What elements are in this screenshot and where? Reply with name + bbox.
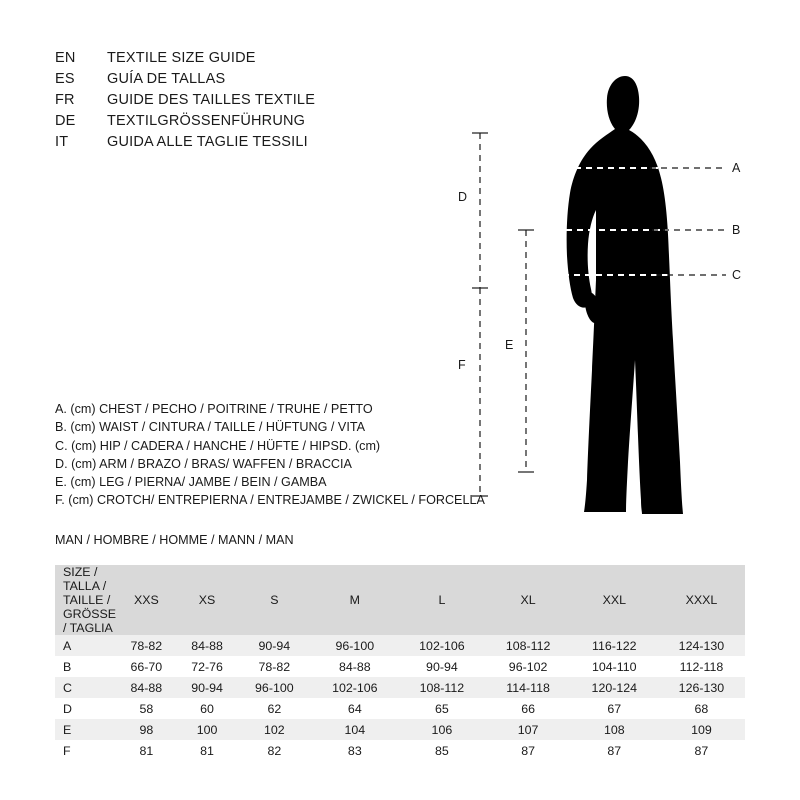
header-col-m: M	[311, 565, 398, 635]
title-lang-it: IT	[55, 134, 69, 150]
table-row	[55, 740, 745, 761]
table-header-row	[55, 565, 745, 635]
cell-d-l: 65	[435, 701, 449, 716]
size-table-wrapper	[55, 565, 745, 761]
size-table-head	[55, 565, 745, 635]
cell-b-l: 90-94	[426, 659, 458, 674]
table-row	[55, 656, 745, 677]
cell-f-xl: 87	[521, 743, 535, 758]
cell-a-s: 90-94	[258, 638, 291, 653]
cell-c-xs: 90-94	[191, 680, 223, 695]
cell-e-s: 102	[263, 722, 285, 737]
figure-label-c: C	[732, 268, 742, 282]
cell-d-xl: 66	[521, 701, 535, 716]
figure-label-d: D	[458, 190, 468, 204]
legend-item-c: C. (cm) HIP / CADERA / HANCHE / HÜFTE / HIPSD. (cm)	[55, 438, 381, 453]
cell-c-xl: 114-118	[506, 680, 550, 695]
header-col-xs: XS	[177, 565, 238, 635]
silhouette-figure	[430, 30, 770, 550]
header-col-xxxl: XXXL	[658, 565, 745, 635]
legend-item-f: F. (cm) CROTCH/ ENTREPIERNA / ENTREJAMBE / ZWICKEL / FORCELLA	[55, 493, 485, 508]
size-table-body	[55, 635, 745, 761]
silhouette-svg	[430, 30, 770, 550]
table-row	[55, 698, 745, 719]
cell-d-xs: 60	[200, 701, 214, 716]
table-row	[55, 719, 745, 740]
figure-label-f: F	[458, 358, 466, 372]
title-lang-en: EN	[55, 50, 76, 66]
gender-label: MAN / HOMBRE / HOMME / MANN / MAN	[55, 533, 294, 547]
table-row	[55, 635, 745, 656]
row-label-f: F	[63, 743, 71, 758]
title-text-fr: GUIDE DES TAILLES TEXTILE	[107, 92, 316, 108]
size-table	[55, 565, 745, 761]
cell-e-xxs: 98	[139, 722, 154, 737]
cell-f-xxl: 87	[607, 743, 622, 758]
legend-item-e: E. (cm) LEG / PIERNA/ JAMBE / BEIN / GAMBA	[55, 475, 327, 490]
figure-label-e: E	[505, 338, 514, 352]
cell-e-xl: 107	[517, 722, 539, 737]
title-lang-de: DE	[55, 113, 76, 129]
cell-b-xs: 72-76	[191, 659, 223, 674]
cell-d-xxs: 58	[139, 701, 154, 716]
cell-e-xs: 100	[196, 722, 218, 737]
cell-e-xxxl: 109	[691, 722, 712, 737]
cell-b-xxxl: 112-118	[679, 659, 724, 674]
cell-e-xxl: 108	[603, 722, 625, 737]
cell-b-m: 84-88	[338, 659, 371, 674]
cell-f-s: 82	[267, 743, 282, 758]
header-size-label: SIZE / TALLA / TAILLE / GRÖSSE / TAGLIA	[55, 565, 116, 635]
header-col-l: L	[398, 565, 485, 635]
title-lang-fr: FR	[55, 92, 75, 108]
title-text-it: GUIDA ALLE TAGLIE TESSILI	[107, 134, 308, 150]
title-row	[55, 134, 315, 155]
cell-c-xxs: 84-88	[130, 680, 163, 695]
row-label-d: D	[63, 701, 72, 716]
title-text-de: TEXTILGRÖSSENFÜHRUNG	[107, 113, 306, 129]
cell-c-xxxl: 126-130	[678, 680, 725, 695]
title-block	[55, 50, 315, 155]
figure-label-a: A	[732, 161, 741, 175]
cell-c-l: 108-112	[419, 680, 465, 695]
legend-item-b: B. (cm) WAIST / CINTURA / TAILLE / HÜFTUNG / VITA	[55, 420, 365, 435]
title-row	[55, 113, 315, 134]
row-label-b: B	[63, 659, 72, 674]
row-label-c: C	[63, 680, 72, 695]
header-col-xl: XL	[485, 565, 570, 635]
table-row	[55, 677, 745, 698]
title-row	[55, 92, 315, 113]
cell-f-xxxl: 87	[694, 743, 709, 758]
cell-b-xl: 96-102	[508, 659, 548, 674]
cell-a-m: 96-100	[335, 638, 375, 653]
cell-b-s: 78-82	[258, 659, 291, 674]
figure-label-b: B	[732, 223, 741, 237]
title-row	[55, 50, 315, 71]
cell-c-s: 96-100	[255, 680, 294, 695]
header-col-xxs: XXS	[116, 565, 177, 635]
cell-f-m: 83	[347, 743, 362, 758]
cell-a-xl: 108-112	[505, 638, 551, 653]
cell-d-xxl: 67	[607, 701, 622, 716]
cell-a-xxs: 78-82	[130, 638, 163, 653]
row-label-e: E	[63, 722, 72, 737]
cell-b-xxl: 104-110	[592, 659, 637, 674]
cell-f-xxs: 81	[139, 743, 154, 758]
cell-d-xxxl: 68	[694, 701, 709, 716]
title-text-en: TEXTILE SIZE GUIDE	[107, 50, 256, 66]
legend-item-a: A. (cm) CHEST / PECHO / POITRINE / TRUHE / PETTO	[55, 402, 373, 416]
cell-c-m: 102-106	[332, 680, 378, 695]
header-col-xxl: XXL	[571, 565, 658, 635]
man-silhouette-shape	[567, 76, 683, 514]
cell-a-xs: 84-88	[191, 638, 223, 653]
cell-a-xxl: 116-122	[592, 638, 637, 653]
cell-b-xxs: 66-70	[130, 659, 163, 674]
header-col-s: S	[237, 565, 311, 635]
cell-e-m: 104	[344, 722, 366, 737]
cell-a-l: 102-106	[419, 638, 465, 653]
measurement-legend	[55, 400, 485, 510]
cell-d-s: 62	[267, 701, 282, 716]
cell-f-l: 85	[435, 743, 449, 758]
row-label-a: A	[63, 638, 72, 653]
cell-c-xxl: 120-124	[591, 680, 638, 695]
title-lang-es: ES	[55, 71, 75, 87]
title-row	[55, 71, 315, 92]
cell-e-l: 106	[431, 722, 453, 737]
cell-a-xxxl: 124-130	[678, 638, 725, 653]
title-text-es: GUÍA DE TALLAS	[107, 71, 226, 87]
cell-d-m: 64	[347, 701, 362, 716]
cell-f-xs: 81	[200, 743, 214, 758]
legend-item-d: D. (cm) ARM / BRAZO / BRAS/ WAFFEN / BRACCIA	[55, 456, 352, 471]
